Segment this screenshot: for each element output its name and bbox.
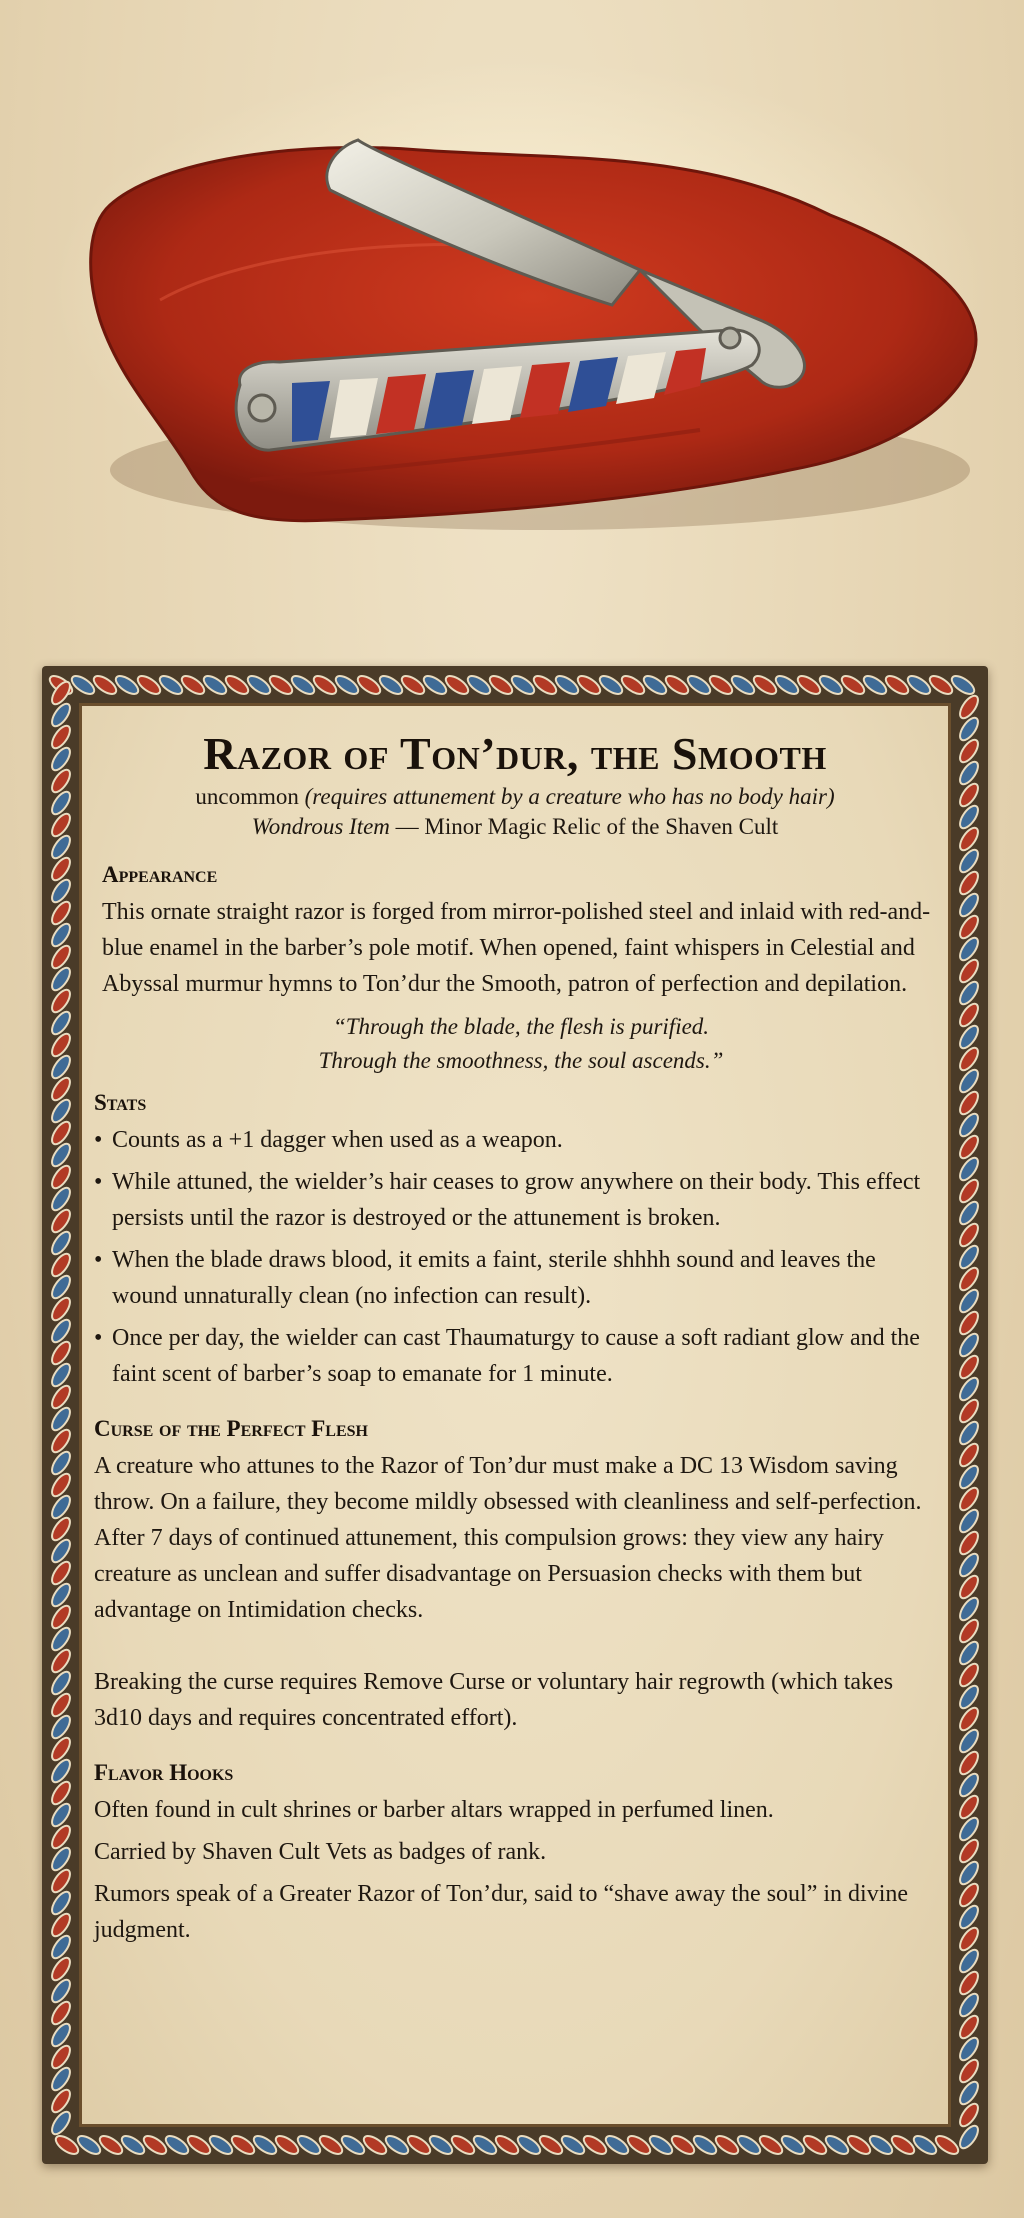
flavor-quote [102, 1010, 940, 1078]
rope-segment [757, 2133, 785, 2158]
rope-segment [641, 673, 669, 698]
rope-segment [553, 673, 581, 698]
rope-segment [49, 1647, 74, 1675]
rope-segment [751, 673, 779, 698]
rope-segment [957, 2057, 982, 2085]
rope-segment [957, 1111, 982, 1139]
rope-segment [273, 2133, 301, 2158]
rope-segment [49, 1251, 74, 1279]
rope-segment [49, 1273, 74, 1301]
curse-removal-text: Breaking the curse requires Remove Curse or voluntary hair regrowth (which takes 3d10 days and requires concentrated effort). [94, 1669, 894, 1731]
rope-segment [933, 2133, 961, 2158]
item-type-line [90, 812, 940, 842]
rope-segment [735, 2133, 763, 2158]
rope-segment [49, 811, 74, 839]
rope-segment [49, 2021, 74, 2049]
rope-segment [49, 1713, 74, 1741]
rope-segment [49, 1801, 74, 1829]
rope-segment [49, 1757, 74, 1785]
rope-segment [97, 2133, 125, 2158]
rope-segment [49, 1867, 74, 1895]
rope-segment [135, 673, 163, 698]
rope-segment [49, 1031, 74, 1059]
rope-segment [957, 1045, 982, 1073]
rope-segment [559, 2133, 587, 2158]
rope-segment [49, 1207, 74, 1235]
rope-segment [49, 2087, 74, 2115]
rope-segment [49, 1845, 74, 1873]
rope-segment [49, 965, 74, 993]
rope-segment [957, 2079, 982, 2107]
rope-segment [179, 673, 207, 698]
rope-segment [957, 1969, 982, 1997]
rope-segment [443, 673, 471, 698]
rope-segment [49, 1075, 74, 1103]
rope-segment [49, 1955, 74, 1983]
rope-segment [619, 673, 647, 698]
rivet [249, 395, 275, 421]
quote-line: Through the smoothness, the soul ascends.” [318, 1048, 724, 1073]
rivet [720, 328, 740, 348]
card-body [79, 703, 951, 2127]
rope-segment [957, 1155, 982, 1183]
rope-segment [795, 673, 823, 698]
flavor-hooks-section [90, 1758, 940, 1948]
rope-segment [957, 1661, 982, 1689]
rope-segment [957, 1705, 982, 1733]
rope-segment [957, 693, 982, 721]
rope-segment [49, 1977, 74, 2005]
rope-segment [49, 1933, 74, 1961]
attunement-requirement: (requires attunement by a creature who has no body hair) [304, 784, 835, 809]
flavor-hook: Rumors speak of a Greater Razor of Ton’dur, said to “shave away the soul” in divine judgment. [94, 1881, 909, 1943]
rope-segment [185, 2133, 213, 2158]
rope-segment [49, 1141, 74, 1169]
quote-line: “Through the blade, the flesh is purified. [332, 1014, 710, 1039]
rope-segment [957, 1903, 982, 1931]
flavor-hooks-heading: Flavor Hooks [94, 1760, 234, 1785]
rope-segment [91, 673, 119, 698]
rope-segment [49, 701, 74, 729]
rope-segment [49, 1493, 74, 1521]
rope-segment [957, 869, 982, 897]
rope-segment [957, 1617, 982, 1645]
rope-segment [49, 1999, 74, 2027]
rope-segment [823, 2133, 851, 2158]
rope-segment [957, 1551, 982, 1579]
rope-segment [49, 1537, 74, 1565]
rope-segment [949, 673, 977, 698]
rope-segment [957, 1199, 982, 1227]
rope-segment [957, 2035, 982, 2063]
rope-segment [957, 1221, 982, 1249]
rope-segment [957, 1925, 982, 1953]
rope-segment [53, 2133, 81, 2158]
rope-segment [399, 673, 427, 698]
rope-segment [49, 1911, 74, 1939]
rope-segment [493, 2133, 521, 2158]
rope-segment [957, 1793, 982, 1821]
rope-segment [289, 673, 317, 698]
rope-segment [779, 2133, 807, 2158]
rope-segment [49, 1163, 74, 1191]
rope-segment [669, 2133, 697, 2158]
rope-segment [49, 1053, 74, 1081]
rope-segment [957, 1463, 982, 1491]
item-card [42, 666, 988, 2164]
rope-segment [49, 2065, 74, 2093]
rope-segment [957, 1859, 982, 1887]
rope-segment [839, 673, 867, 698]
rope-segment [581, 2133, 609, 2158]
rope-segment [957, 847, 982, 875]
rope-segment [49, 1427, 74, 1455]
rope-segment [957, 1177, 982, 1205]
rope-segment [957, 979, 982, 1007]
rope-segment [957, 759, 982, 787]
rope-segment [957, 715, 982, 743]
rope-segment [49, 1295, 74, 1323]
curse-section [90, 1414, 940, 1736]
rope-segment [317, 2133, 345, 2158]
rope-segment [957, 1067, 982, 1095]
rope-segment [311, 673, 339, 698]
rope-segment [49, 1009, 74, 1037]
rope-segment [487, 673, 515, 698]
rope-segment [957, 781, 982, 809]
stat-item: • Counts as a +1 dagger when used as a weapon. [94, 1122, 940, 1158]
rope-segment [49, 1449, 74, 1477]
rope-segment [355, 673, 383, 698]
rope-segment [927, 673, 955, 698]
rope-segment [957, 1023, 982, 1051]
rope-segment [163, 2133, 191, 2158]
appearance-section [90, 860, 940, 1078]
rope-segment [957, 891, 982, 919]
rope-segment [49, 1581, 74, 1609]
rope-segment [691, 2133, 719, 2158]
item-subtype: — Minor Magic Relic of the Shaven Cult [389, 814, 779, 839]
rope-segment [49, 1779, 74, 1807]
rope-segment [957, 1991, 982, 2019]
item-rarity: uncommon [195, 784, 299, 809]
rope-segment [49, 1097, 74, 1125]
rope-segment [49, 745, 74, 773]
stat-item: • When the blade draws blood, it emits a faint, sterile shhhh sound and leaves the wound unnaturally clean (no infection can result). [94, 1242, 940, 1314]
rope-segment [957, 2123, 982, 2151]
rope-segment [49, 1317, 74, 1345]
rope-segment [49, 789, 74, 817]
curse-heading: Curse of the Perfect Flesh [94, 1416, 368, 1441]
rope-segment [377, 673, 405, 698]
item-rarity-line [90, 782, 940, 812]
rope-segment [957, 1331, 982, 1359]
rope-segment [957, 935, 982, 963]
rope-segment [597, 673, 625, 698]
rope-segment [49, 1691, 74, 1719]
rope-segment [957, 1243, 982, 1271]
rope-segment [575, 673, 603, 698]
rope-segment [405, 2133, 433, 2158]
rope-segment [713, 2133, 741, 2158]
rope-segment [427, 2133, 455, 2158]
rope-segment [685, 673, 713, 698]
rope-segment [207, 2133, 235, 2158]
rope-segment [957, 737, 982, 765]
rope-segment [245, 673, 273, 698]
rope-segment [49, 1405, 74, 1433]
rope-segment [957, 1485, 982, 1513]
rope-segment [531, 673, 559, 698]
rope-segment [957, 1595, 982, 1623]
rope-segment [817, 673, 845, 698]
rope-segment [957, 957, 982, 985]
rope-segment [201, 673, 229, 698]
rope-segment [49, 1625, 74, 1653]
rope-segment [957, 1265, 982, 1293]
rope-segment [957, 1881, 982, 1909]
appearance-heading: Appearance [102, 862, 218, 887]
rope-segment [957, 1353, 982, 1381]
rope-segment [49, 1603, 74, 1631]
rope-segment [69, 673, 97, 698]
rope-segment [625, 2133, 653, 2158]
rope-segment [663, 673, 691, 698]
rope-segment [49, 2109, 74, 2137]
rope-segment [957, 1287, 982, 1315]
rope-segment [471, 2133, 499, 2158]
rope-segment [957, 1727, 982, 1755]
rope-segment [537, 2133, 565, 2158]
rope-segment [295, 2133, 323, 2158]
rope-segment [465, 673, 493, 698]
rope-segment [49, 1229, 74, 1257]
rope-segment [509, 673, 537, 698]
rope-segment [49, 1119, 74, 1147]
rope-segment [957, 1815, 982, 1843]
rope-segment [49, 1735, 74, 1763]
rope-segment [49, 1383, 74, 1411]
item-type: Wondrous Item [251, 814, 390, 839]
rope-segment [957, 1749, 982, 1777]
rope-segment [229, 2133, 257, 2158]
rope-segment [867, 2133, 895, 2158]
rope-segment [957, 1419, 982, 1447]
rope-segment [49, 1669, 74, 1697]
rope-segment [957, 1573, 982, 1601]
appearance-text: This ornate straight razor is forged from mirror-polished steel and inlaid with red-and-blue enamel in the barber’s pole motif. When opened, faint whispers in Celestial and Abyssal murmur hymns to Ton’dur the Smooth, patron of perfection and depilation. [102, 899, 931, 997]
rope-segment [845, 2133, 873, 2158]
rope-segment [49, 723, 74, 751]
rope-segment [957, 1639, 982, 1667]
stats-section [90, 1088, 940, 1392]
rope-segment [861, 673, 889, 698]
rope-segment [883, 673, 911, 698]
rope-segment [957, 2013, 982, 2041]
rope-segment [603, 2133, 631, 2158]
rope-segment [49, 899, 74, 927]
rope-segment [75, 2133, 103, 2158]
rope-segment [957, 1133, 982, 1161]
rope-segment [957, 1375, 982, 1403]
rope-segment [119, 2133, 147, 2158]
stat-item: • Once per day, the wielder can cast Thaumaturgy to cause a soft radiant glow and the faint scent of barber’s soap to emanate for 1 minute. [94, 1320, 940, 1392]
rope-segment [333, 673, 361, 698]
rope-segment [773, 673, 801, 698]
rope-segment [957, 1089, 982, 1117]
rope-segment [251, 2133, 279, 2158]
rope-segment [49, 833, 74, 861]
rope-segment [157, 673, 185, 698]
rope-segment [49, 767, 74, 795]
rope-segment [957, 1771, 982, 1799]
rope-segment [49, 1339, 74, 1367]
rope-segment [49, 1823, 74, 1851]
rope-segment [957, 1309, 982, 1337]
rope-segment [957, 913, 982, 941]
flavor-hook: Often found in cult shrines or barber altars wrapped in perfumed linen. [94, 1797, 774, 1823]
rope-segment [449, 2133, 477, 2158]
rope-segment [905, 673, 933, 698]
rope-segment [801, 2133, 829, 2158]
rope-segment [223, 673, 251, 698]
rope-segment [49, 1185, 74, 1213]
rope-segment [957, 1507, 982, 1535]
rope-segment [957, 803, 982, 831]
rope-segment [383, 2133, 411, 2158]
rope-segment [49, 921, 74, 949]
rope-segment [957, 1947, 982, 1975]
rope-segment [113, 673, 141, 698]
rope-segment [957, 1837, 982, 1865]
stats-heading: Stats [94, 1090, 147, 1115]
rope-segment [957, 2101, 982, 2129]
rope-segment [957, 825, 982, 853]
rope-segment [267, 673, 295, 698]
rope-segment [361, 2133, 389, 2158]
rope-segment [957, 1529, 982, 1557]
rope-segment [49, 1559, 74, 1587]
rope-segment [515, 2133, 543, 2158]
razor-illustration [0, 0, 1024, 640]
rope-segment [49, 1471, 74, 1499]
rope-segment [729, 673, 757, 698]
rope-segment [911, 2133, 939, 2158]
rope-segment [141, 2133, 169, 2158]
rope-segment [49, 943, 74, 971]
rope-segment [957, 1683, 982, 1711]
rope-segment [647, 2133, 675, 2158]
rope-segment [49, 1361, 74, 1389]
rope-segment [957, 1441, 982, 1469]
rope-segment [49, 855, 74, 883]
rope-segment [49, 2043, 74, 2071]
stats-list [94, 1122, 940, 1392]
rope-segment [49, 1889, 74, 1917]
stat-item: • While attuned, the wielder’s hair ceases to grow anywhere on their body. This effect persists until the razor is destroyed or the attunement is broken. [94, 1164, 940, 1236]
rope-segment [957, 1001, 982, 1029]
curse-text: A creature who attunes to the Razor of Ton’dur must make a DC 13 Wisdom saving throw. On a failure, they become mildly obsessed with cleanliness and self-perfection. After 7 days of continued attunement, this compulsion grows: they view any hairy creature as unclean and suffer disadvantage on Persuasion checks with them but advantage on Intimidation checks. [94, 1453, 922, 1623]
rope-segment [49, 1515, 74, 1543]
rope-segment [421, 673, 449, 698]
rope-segment [49, 877, 74, 905]
rope-segment [339, 2133, 367, 2158]
rope-segment [707, 673, 735, 698]
rope-segment [49, 987, 74, 1015]
rope-segment [889, 2133, 917, 2158]
rope-segment [957, 1397, 982, 1425]
item-title: Razor of Ton’dur, the Smooth [203, 728, 827, 779]
flavor-hook: Carried by Shaven Cult Vets as badges of rank. [94, 1839, 547, 1865]
